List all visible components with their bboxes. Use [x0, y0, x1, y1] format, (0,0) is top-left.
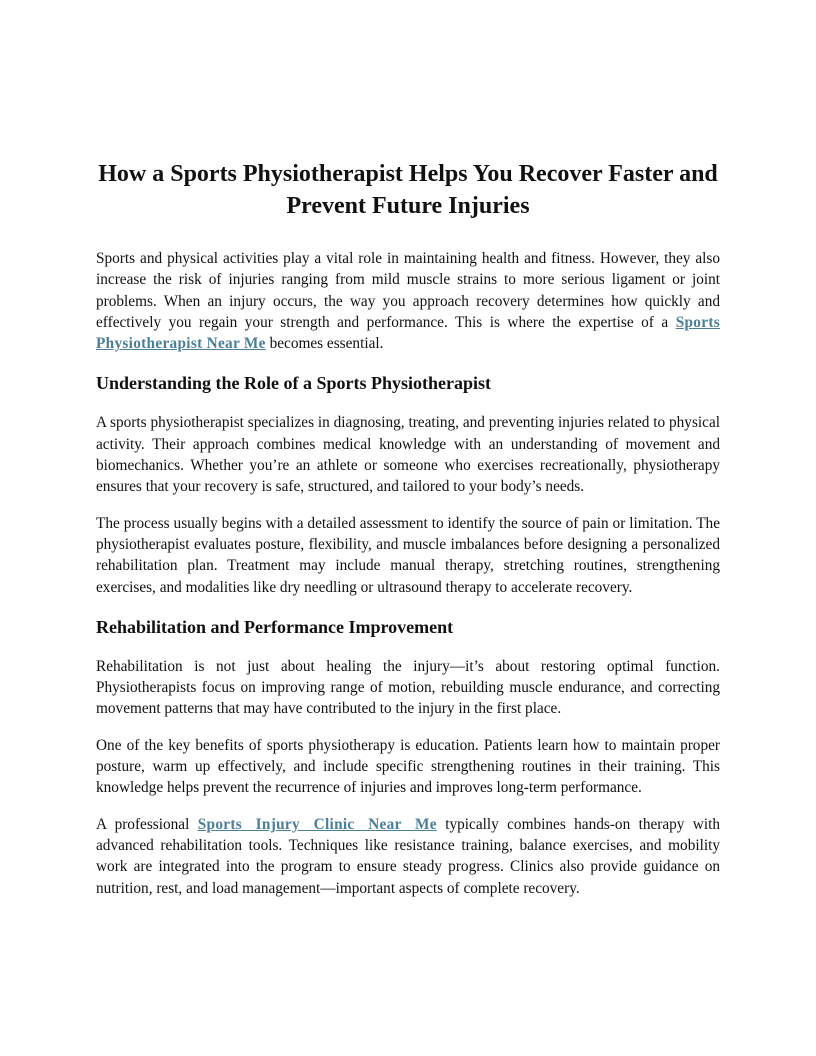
- intro-paragraph: [96, 248, 720, 354]
- rehab-text-after: typically combines hands-on therapy with advanced rehabilitation tools. Techniques like resistance training, balance exercises, and mobility work are integrated into the program to ensure steady progress. Clinics also provide guidance on nutrition, rest, and load management—important aspects of complete recovery.: [96, 815, 721, 897]
- section-heading-rehabilitation: Rehabilitation and Performance Improvement: [96, 616, 454, 637]
- section-heading-role: Understanding the Role of a Sports Physiotherapist: [96, 373, 492, 394]
- intro-text-before: Sports and physical activities play a vital role in maintaining health and fitness. However, they also increase the risk of injuries ranging from mild muscle strains to more serious ligament or joint problems. When an injury occurs, the way you approach recovery determines how quickly and effectively you regain your strength and performance. This is where the expertise of a: [96, 250, 720, 331]
- sports-injury-clinic-link[interactable]: Sports Injury Clinic Near Me: [197, 815, 437, 833]
- rehab-paragraph-2: One of the key benefits of sports physiotherapy is education. Patients learn how to maintain proper posture, warm up effectively, and include specific strengthening routines in their training. This knowledge helps prevent the recurrence of injuries and improves long-term performance.: [96, 736, 720, 797]
- page-title: How a Sports Physiotherapist Helps You Recover Faster and Prevent Future Injuries: [98, 161, 718, 219]
- rehab-text-before: A professional: [96, 815, 198, 833]
- sports-physiotherapist-link[interactable]: Sports Physiotherapist Near Me: [96, 313, 720, 353]
- intro-text-after: becomes essential.: [265, 335, 384, 353]
- document-page: [96, 158, 720, 914]
- rehab-paragraph-3: [96, 814, 720, 899]
- rehab-paragraph-1: Rehabilitation is not just about healing the injury—it’s about restoring optimal function. Physiotherapists focus on improving range of motion, rebuilding muscle endurance, and correcting movement patterns that may have contributed to the injury in the first place.: [96, 657, 720, 718]
- role-paragraph-2: The process usually begins with a detailed assessment to identify the source of pain or limitation. The physiotherapist evaluates posture, flexibility, and muscle imbalances before designing a personalized rehabilitation plan. Treatment may include manual therapy, stretching routines, strengthening exercises, and modalities like dry needling or ultrasound therapy to accelerate recovery.: [96, 514, 720, 596]
- role-paragraph-1: A sports physiotherapist specializes in diagnosing, treating, and preventing injuries related to physical activity. Their approach combines medical knowledge with an understanding of movement and biomechanics. Whether you’re an athlete or someone who exercises recreationally, physiotherapy ensures that your recovery is safe, structured, and tailored to your body’s needs.: [96, 414, 720, 496]
